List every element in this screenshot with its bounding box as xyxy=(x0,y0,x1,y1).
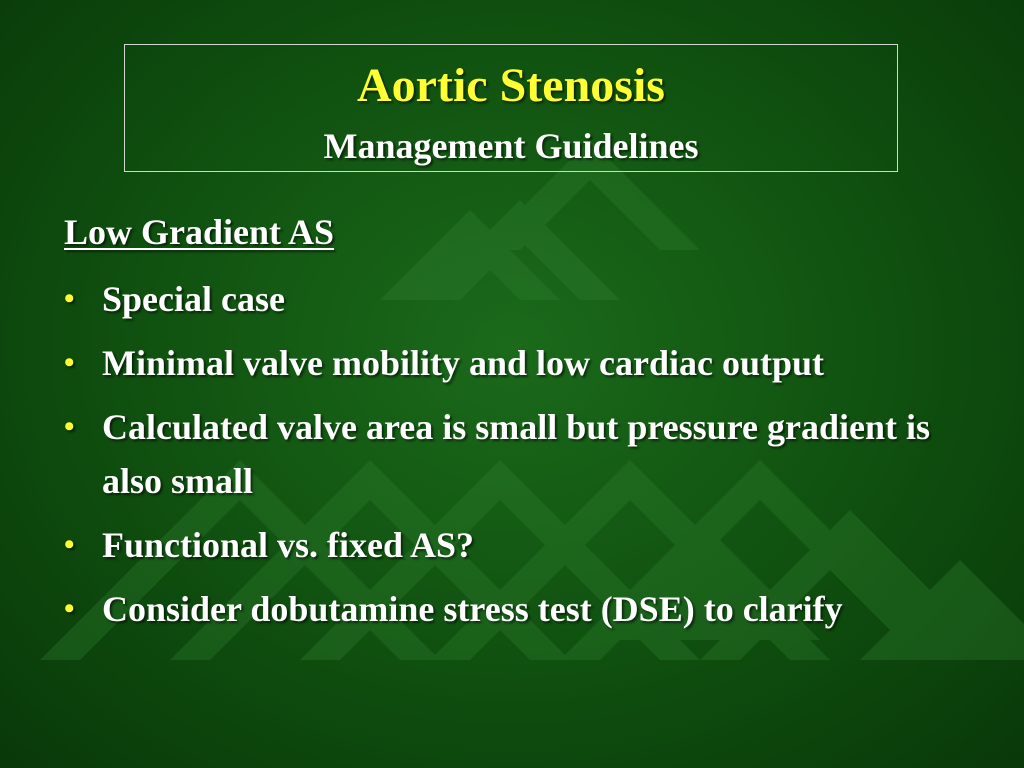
slide-title: Aortic Stenosis xyxy=(357,59,665,112)
bullet-text: Minimal valve mobility and low cardiac output xyxy=(102,343,825,383)
bullet-dot-icon: • xyxy=(64,592,75,625)
bullet-item xyxy=(64,518,964,572)
bullet-item xyxy=(64,272,964,326)
bullet-item xyxy=(64,582,964,636)
bullet-dot-icon: • xyxy=(64,282,75,315)
bullet-list xyxy=(64,272,964,646)
section-heading: Low Gradient AS xyxy=(64,212,335,252)
bullet-text: Calculated valve area is small but pressure gradient is also small xyxy=(102,407,930,501)
bullet-dot-icon: • xyxy=(64,410,75,443)
slide-subtitle: Management Guidelines xyxy=(323,126,699,166)
bullet-dot-icon: • xyxy=(64,528,75,561)
bullet-text: Functional vs. fixed AS? xyxy=(102,525,475,565)
bullet-text: Special case xyxy=(102,279,285,319)
bullet-dot-icon: • xyxy=(64,346,75,379)
bullet-item xyxy=(64,400,964,508)
bullet-text: Consider dobutamine stress test (DSE) to clarify xyxy=(102,589,843,629)
title-box xyxy=(124,44,898,172)
bullet-item xyxy=(64,336,964,390)
